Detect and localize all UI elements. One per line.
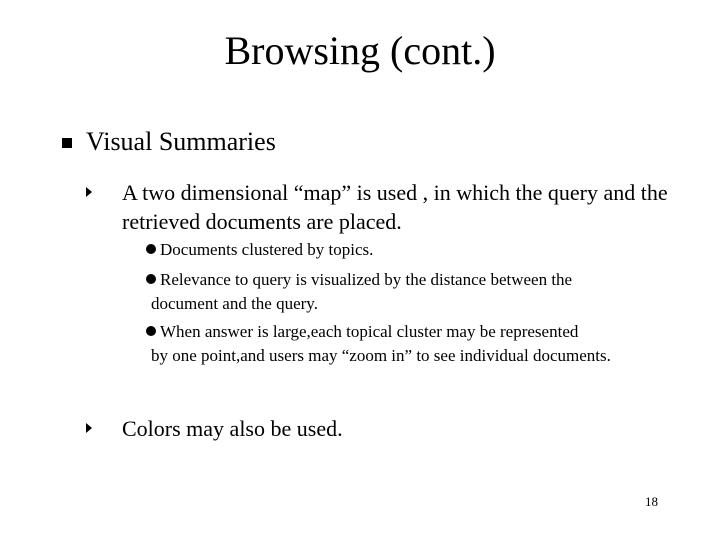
subsubbullet-text-continued: by one point,and users may “zoom in” to see individual documents. <box>151 346 611 365</box>
round-bullet-icon <box>146 244 156 254</box>
round-bullet-icon <box>146 274 156 284</box>
subsubbullet-text-continued: document and the query. <box>151 294 318 313</box>
bullet-text: Visual Summaries <box>86 127 276 156</box>
subsubbullet-text: Relevance to query is visualized by the distance between the <box>160 270 573 289</box>
subsubbullet-text: Documents clustered by topics. <box>160 240 374 259</box>
subbullet-text: A two dimensional “map” is used , in which the query and the retrieved documents are placed. <box>122 180 668 234</box>
triangle-bullet-icon <box>86 423 92 433</box>
square-bullet-icon <box>62 138 72 148</box>
subsubbullet-text: When answer is large,each topical cluster may be represented <box>160 322 579 341</box>
subbullet-text: Colors may also be used. <box>122 416 343 441</box>
slide-title: Browsing (cont.) <box>224 28 496 73</box>
page-number: 18 <box>645 494 658 509</box>
round-bullet-icon <box>146 326 156 336</box>
triangle-bullet-icon <box>86 187 92 197</box>
